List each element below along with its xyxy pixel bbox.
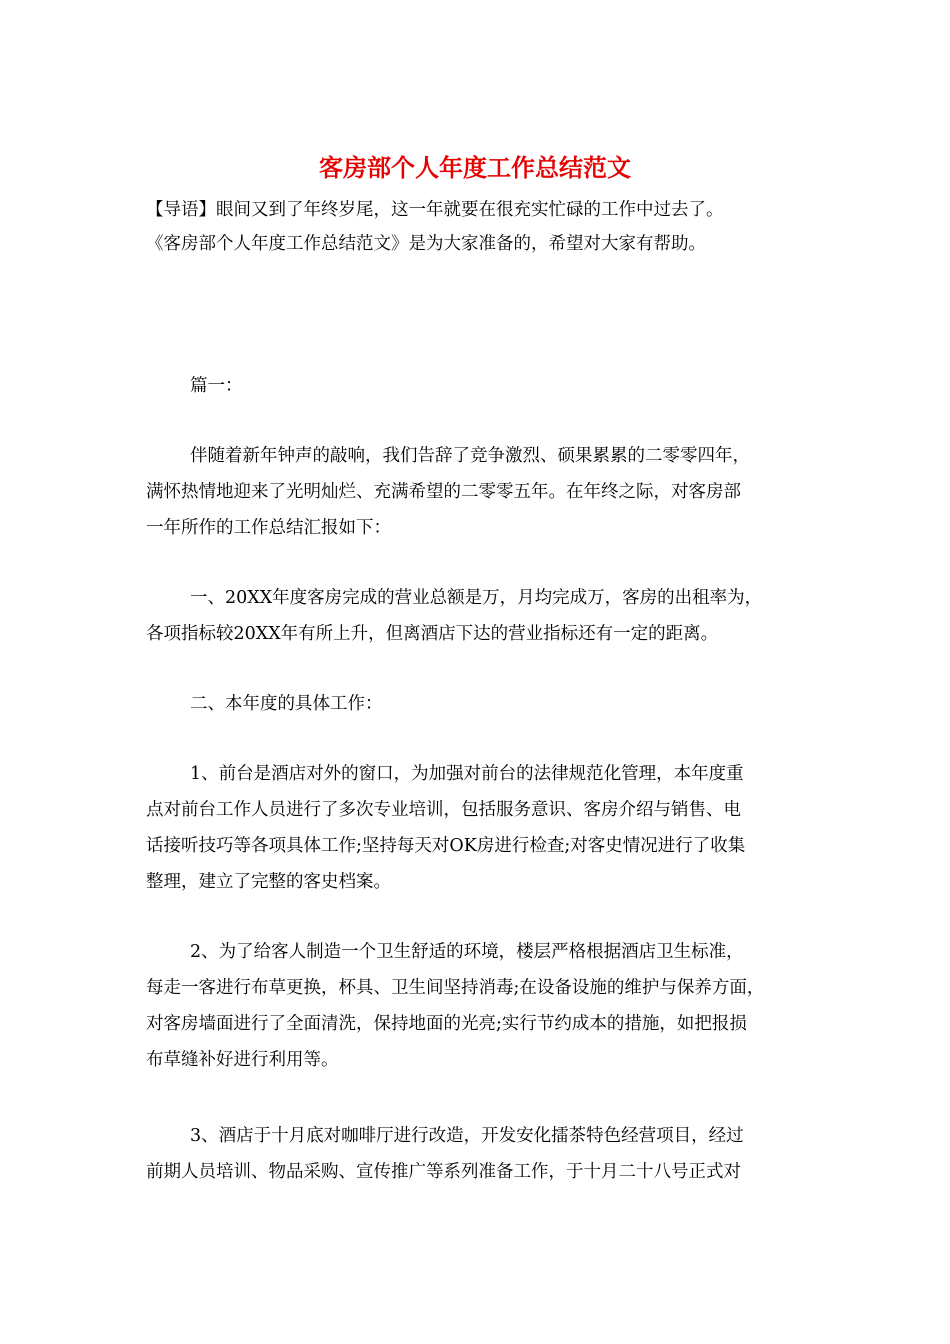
paragraph-5-line-1: 2、为了给客人制造一个卫生舒适的环境，楼层严格根据酒店卫生标准， [190,942,744,962]
paragraph-3-line-1: 二、本年度的具体工作： [190,694,383,714]
paragraph-1-line-2: 满怀热情地迎来了光明灿烂、充满希望的二零零五年。在年终之际，对客房部 [146,482,741,502]
paragraph-2-line-2: 各项指标较20XX年有所上升，但离酒店下达的营业指标还有一定的距离。 [146,624,719,644]
paragraph-5-line-4: 布草缝补好进行利用等。 [146,1050,339,1070]
paragraph-4-line-1: 1、前台是酒店对外的窗口，为加强对前台的法律规范化管理，本年度重 [190,764,744,784]
section-heading: 篇一： [190,376,243,396]
paragraph-5-line-3: 对客房墙面进行了全面清洗，保持地面的光亮;实行节约成本的措施，如把报损 [146,1014,747,1034]
intro-line-1: 【导语】眼间又到了年终岁尾，这一年就要在很充实忙碌的工作中过去了。 [146,200,724,220]
paragraph-5-line-2: 每走一客进行布草更换，杯具、卫生间坚持消毒;在设备设施的维护与保养方面， [146,978,765,998]
paragraph-4-line-3: 话接听技巧等各项具体工作;坚持每天对OK房进行检查;对客史情况进行了收集 [146,836,746,856]
document-title: 客房部个人年度工作总结范文 [319,153,631,182]
paragraph-1-line-1: 伴随着新年钟声的敲响，我们告辞了竞争激烈、硕果累累的二零零四年， [190,446,750,466]
paragraph-6-line-1: 3、酒店于十月底对咖啡厅进行改造，开发安化擂茶特色经营项目，经过 [190,1126,744,1146]
intro-line-2: 《客房部个人年度工作总结范文》是为大家准备的，希望对大家有帮助。 [146,234,706,254]
paragraph-4-line-2: 点对前台工作人员进行了多次专业培训，包括服务意识、客房介绍与销售、电 [146,800,741,820]
paragraph-1-line-3: 一年所作的工作总结汇报如下： [146,518,391,538]
paragraph-4-line-4: 整理，建立了完整的客史档案。 [146,872,391,892]
paragraph-6-line-2: 前期人员培训、物品采购、宣传推广等系列准备工作，于十月二十八号正式对 [146,1162,741,1182]
paragraph-2-line-1: 一、20XX年度客房完成的营业总额是万，月均完成万，客房的出租率为， [190,588,763,608]
